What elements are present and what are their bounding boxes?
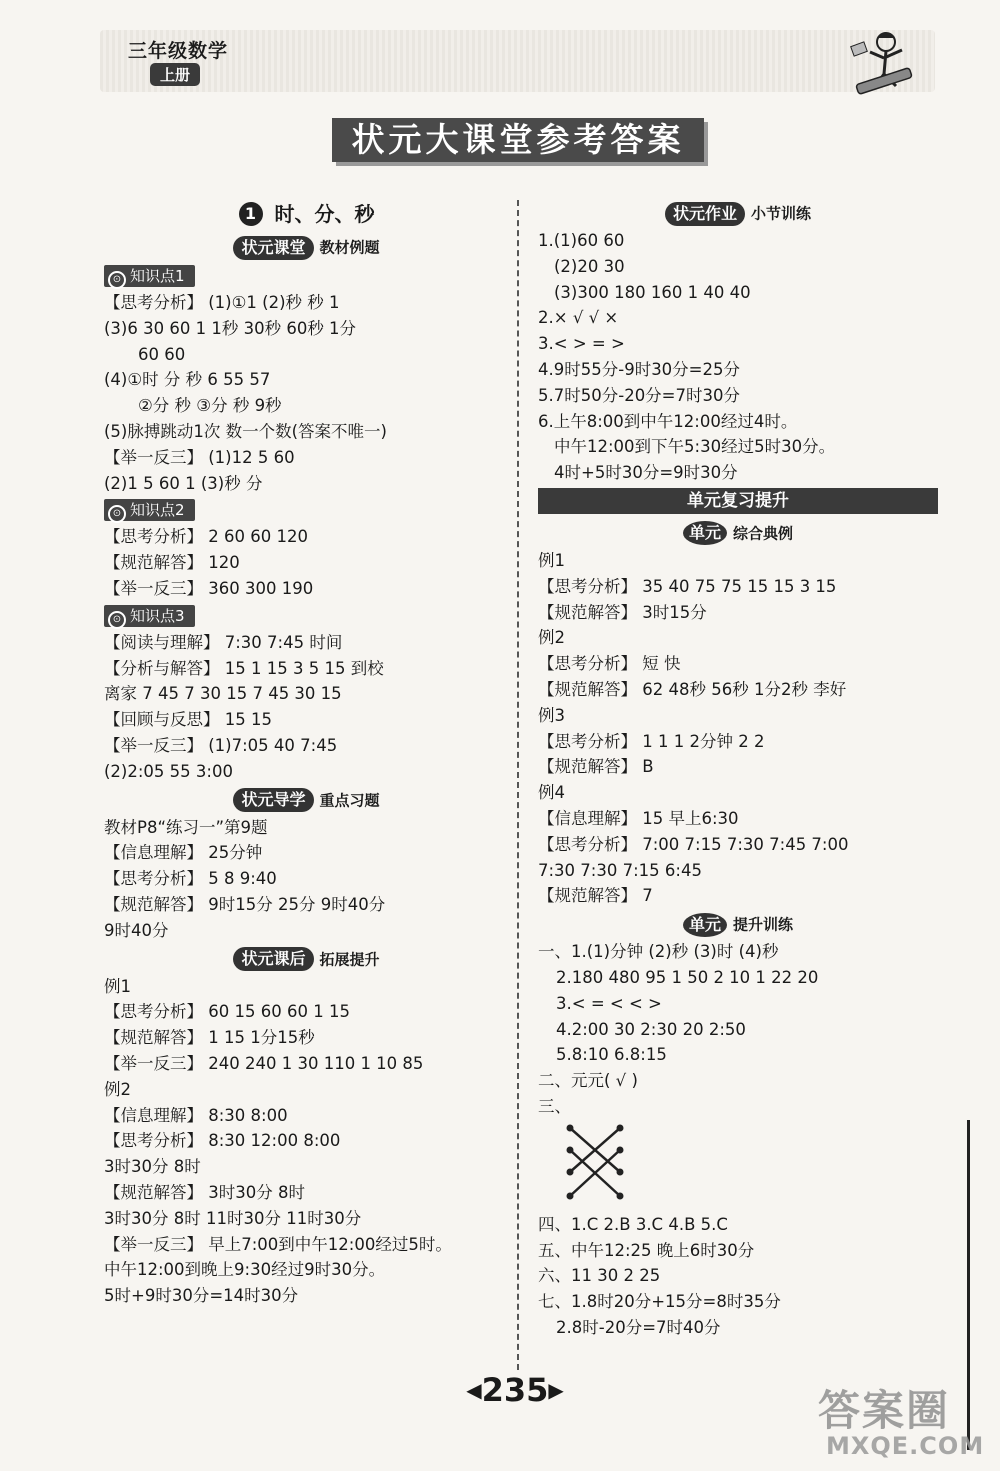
right-column	[538, 198, 938, 1341]
section-subtitle: 重点习题	[319, 791, 380, 810]
answer-line: 例2	[104, 1079, 131, 1099]
answer-line: 【思考分析】 7:00 7:15 7:30 7:45 7:00	[538, 834, 849, 854]
answer-line: 4.2:00 30 2:30 20 2:50	[556, 1019, 746, 1039]
answer-line: 七、1.8时20分+15分=8时35分	[538, 1292, 781, 1312]
page-number-value: 235	[481, 1371, 549, 1409]
answer-line: 60 60	[138, 344, 186, 364]
answer-line: 【规范解答】 3时30分 8时	[104, 1182, 305, 1202]
answer-line: 5.7时50分-20分=7时30分	[538, 385, 741, 405]
section-badge: 状元课堂	[233, 236, 313, 260]
answer-line: 【规范解答】 62 48秒 56秒 1分2秒 李好	[538, 679, 847, 699]
section-subtitle: 提升训练	[733, 915, 794, 934]
answer-line: 中午12:00到下午5:30经过5时30分。	[554, 437, 836, 457]
knowledge-point-label: 知识点1	[130, 267, 185, 285]
answer-line: (2)1 5 60 1 (3)秒 分	[104, 473, 263, 493]
answer-line: 【信息理解】 8:30 8:00	[104, 1105, 288, 1125]
answer-line: 一、1.(1)分钟 (2)秒 (3)时 (4)秒	[538, 942, 779, 962]
answer-line: 6.上午8:00到中午12:00经过4时。	[538, 411, 798, 431]
section-zuoye	[538, 198, 938, 228]
knowledge-point-1	[104, 262, 509, 290]
volume-badge: 上册	[150, 63, 200, 86]
knowledge-point-2	[104, 496, 509, 524]
answer-line: 【规范解答】 9时15分 25分 9时40分	[104, 894, 386, 914]
answer-line: 2.8时-20分=7时40分	[556, 1317, 721, 1337]
answer-line: (3)300 180 160 1 40 40	[554, 282, 751, 302]
answer-line: 3.< > = >	[538, 334, 625, 354]
answer-line: 例1	[104, 976, 131, 996]
chapter-heading	[104, 196, 509, 232]
answer-line: (2)2:05 55 3:00	[104, 761, 233, 781]
answer-line: 9时40分	[104, 920, 169, 940]
knowledge-point-label: 知识点2	[130, 501, 185, 520]
arrow-right-icon: ▶	[548, 1378, 564, 1402]
answer-line: 例4	[538, 783, 565, 803]
answer-line: 【规范解答】 3时15分	[538, 602, 707, 622]
answer-line: (3)6 30 60 1 1秒 30秒 60秒 1分	[104, 318, 357, 338]
answer-line: 【举一反三】 240 240 1 30 110 1 10 85	[104, 1053, 424, 1073]
margin-rule	[967, 1120, 970, 1450]
answer-line: 3.< = < < >	[556, 993, 662, 1013]
section-kehou	[104, 944, 509, 974]
answer-line: 2.180 480 95 1 50 2 10 1 22 20	[556, 967, 819, 987]
answer-line: 【思考分析】 8:30 12:00 8:00	[104, 1131, 341, 1151]
answer-line: 教材P8“练习一”第9题	[104, 817, 268, 837]
answer-line: 【思考分析】 (1)①1 (2)秒 秒 1	[104, 293, 340, 312]
knowledge-point-3	[104, 602, 509, 630]
answer-line: 5时+9时30分=14时30分	[104, 1286, 299, 1306]
target-icon: ⊙	[108, 505, 126, 523]
answer-line: ②分 秒 ③分 秒 9秒	[138, 396, 282, 416]
chapter-title: 时、分、秒	[274, 202, 375, 226]
watermark-logo: 答案圈	[818, 1386, 951, 1435]
watermark-url: MXQE.COM	[826, 1432, 985, 1460]
answer-line: 【举一反三】 (1)12 5 60	[104, 447, 295, 467]
answer-line: 【信息理解】 25分钟	[104, 843, 263, 863]
answer-line: 离家 7 45 7 30 15 7 45 30 15	[104, 684, 342, 704]
target-icon: ⊙	[108, 271, 126, 289]
answer-line: (2)20 30	[554, 256, 625, 276]
knowledge-point-label: 知识点3	[130, 606, 185, 625]
answer-line: 三、	[538, 1096, 571, 1116]
section-ketang	[104, 232, 509, 262]
section-badge: 状元作业	[665, 202, 745, 226]
section-daoxue	[104, 785, 509, 815]
section-subtitle: 综合典例	[733, 524, 794, 543]
section-subtitle: 小节训练	[751, 204, 812, 223]
section-badge: 单元	[683, 913, 727, 937]
answer-line: 六、11 30 2 25	[538, 1266, 661, 1286]
answer-line: 【思考分析】 1 1 1 2分钟 2 2	[538, 731, 765, 751]
section-unit-examples	[538, 518, 938, 548]
answer-line: 【举一反三】 早上7:00到中午12:00经过5时。	[104, 1234, 452, 1254]
answer-line: 3时30分 8时	[104, 1157, 201, 1177]
answer-line: 【分析与解答】 15 1 15 3 5 15 到校	[104, 658, 384, 678]
section-subtitle: 拓展提升	[319, 950, 380, 969]
student-mascot-icon	[848, 26, 918, 98]
answer-line: 【思考分析】 2 60 60 120	[104, 527, 308, 547]
section-badge: 状元导学	[233, 788, 313, 812]
answer-line: 7:30 7:30 7:15 6:45	[538, 860, 702, 880]
crossed-lines-diagram	[560, 1120, 660, 1208]
answer-line: 【思考分析】 短 快	[538, 654, 681, 674]
unit-review-bar: 单元复习提升	[538, 488, 938, 514]
answer-line: 中午12:00到晚上9:30经过9时30分。	[104, 1260, 386, 1280]
answer-line: 五、中午12:25 晚上6时30分	[538, 1240, 755, 1260]
answer-line: 【信息理解】 15 早上6:30	[538, 808, 739, 828]
answer-line: 四、1.C 2.B 3.C 4.B 5.C	[538, 1214, 728, 1234]
answer-line: 【规范解答】 1 15 1分15秒	[104, 1028, 315, 1048]
section-badge: 状元课后	[233, 947, 313, 971]
grade-label: 三年级数学	[128, 40, 229, 62]
answer-line: 【规范解答】 7	[538, 886, 653, 906]
answer-line: 【举一反三】 360 300 190	[104, 578, 314, 598]
answer-line: 4.9时55分-9时30分=25分	[538, 359, 741, 379]
answer-line: 二、元元( √ )	[538, 1071, 638, 1091]
chapter-number: 1	[239, 202, 263, 226]
section-unit-training	[538, 909, 938, 939]
answer-line: 【规范解答】 120	[104, 553, 240, 573]
arrow-left-icon: ◀	[466, 1378, 482, 1402]
answer-line: 例2	[538, 628, 565, 648]
answer-line: 例1	[538, 550, 565, 570]
section-subtitle: 教材例题	[319, 238, 380, 257]
answer-line: 【思考分析】 60 15 60 60 1 15	[104, 1002, 350, 1022]
answer-line: 【举一反三】 (1)7:05 40 7:45	[104, 735, 338, 755]
answer-line: (5)脉搏跳动1次 数一个数(答案不唯一)	[104, 421, 387, 441]
page-banner-title: 状元大课堂参考答案	[332, 118, 704, 162]
answer-line: 2.× √ √ ×	[538, 308, 619, 328]
matching-diagram	[538, 1120, 938, 1212]
answer-line: 【规范解答】 B	[538, 757, 654, 777]
page-number	[460, 1370, 570, 1410]
column-divider	[517, 200, 519, 1370]
answer-line: 【回顾与反思】 15 15	[104, 710, 272, 730]
answer-line: 1.(1)60 60	[538, 231, 625, 250]
answer-line: 【思考分析】 5 8 9:40	[104, 869, 277, 889]
left-column	[104, 196, 509, 1309]
answer-line: 4时+5时30分=9时30分	[554, 463, 738, 483]
section-badge: 单元	[683, 521, 727, 545]
answer-line: 【思考分析】 35 40 75 75 15 15 3 15	[538, 576, 837, 596]
answer-line: (4)①时 分 秒 6 55 57	[104, 370, 271, 390]
target-icon: ⊙	[108, 611, 126, 629]
answer-line: 例3	[538, 705, 565, 725]
answer-line: 3时30分 8时 11时30分 11时30分	[104, 1208, 362, 1228]
answer-line: 【阅读与理解】 7:30 7:45 时间	[104, 632, 343, 652]
answer-line: 5.8:10 6.8:15	[556, 1045, 667, 1065]
